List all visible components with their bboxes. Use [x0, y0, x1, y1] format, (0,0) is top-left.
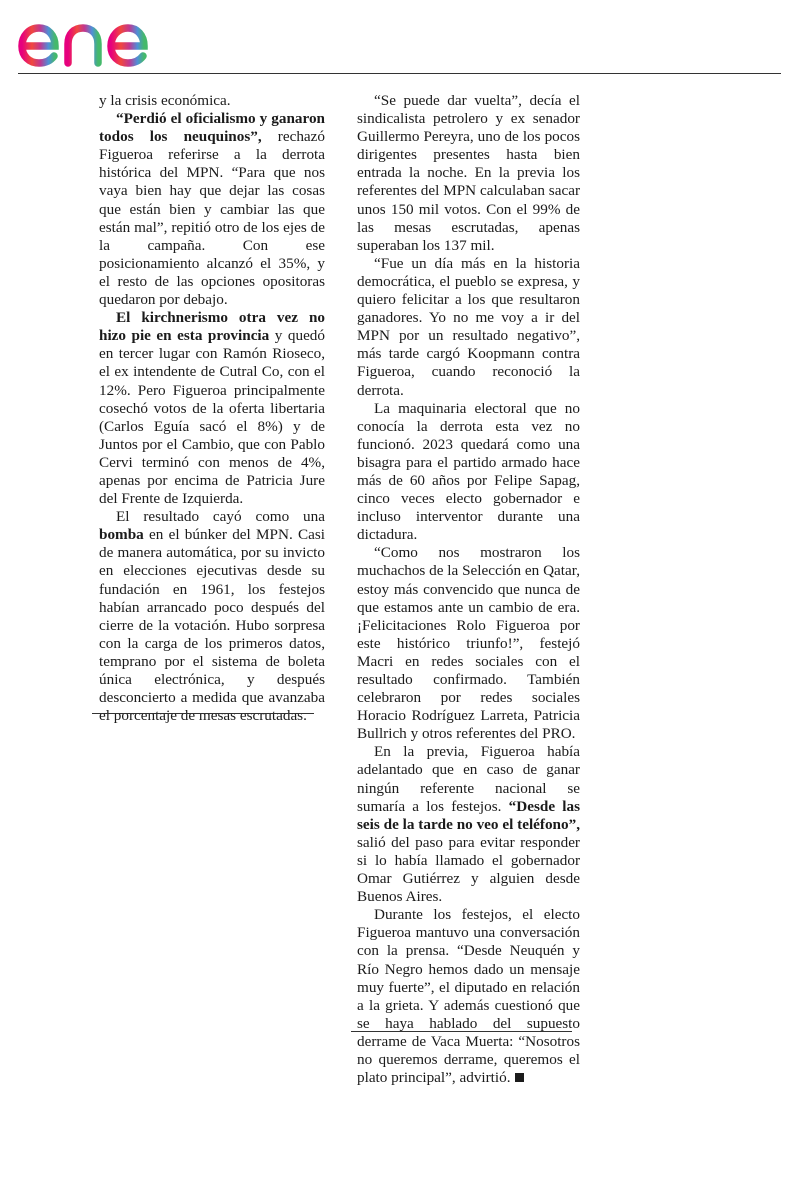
- paragraph: En la previa, Figueroa había adelantado que en caso de ganar ningún referente nacional se sumaría a los festejos. “Desde las seis de la tarde no veo el teléfono”, salió del paso para evitar responder si lo había llamado el gobernador Omar Gutiérrez y alguien desde Buenos Aires.: [357, 743, 581, 906]
- end-of-article-mark: [515, 1073, 524, 1082]
- paragraph: Durante los festejos, el electo Figueroa mantuvo una conversación con la prensa. “Desde Neuquén y Río Negro hemos dado un mensaje muy fuerte”, el diputado en relación a la grieta. Y además cuestionó que se haya hablado del supuesto derrame de Vaca Muerta: “Nosotros no queremos derrame, queremos el plato principal”, advirtió.: [357, 906, 580, 1087]
- paragraph: “Se puede dar vuelta”, decía el sindicalista petrolero y ex senador Guillermo Pereyra, uno de los pocos dirigentes presentes hasta bien entrada la noche. En la previa los referentes del MPN calculaban sacar unos 150 mil votos. Con el 99% de las mesas escrutadas, apenas superaban los 137 mil.: [357, 92, 580, 254]
- paragraph: “Perdió el oficialismo y ganaron todos los neuquinos”, rechazó Figueroa referirse a la derrota histórica del MPN. “Para que nos vaya bien hay que dejar las cosas que están bien y cambiar las que están mal”, repitió otro de los ejes de la campaña. Con ese posicionamiento alcanzó el 35%, y el resto de las opciones opositoras quedaron por debajo.: [99, 110, 325, 309]
- paragraph: El resultado cayó como una bomba en el búnker del MPN. Casi de manera automática, por su invicto en elecciones ejecutivas desde su fundación en 1961, los festejos habían arrancado poco después del cierre de la votación. Hubo sorpresa con la carga de los primeros datos, temprano por el sistema de boleta única electrónica, y después desconcierto a medida que avanzaba el porcentaje de mesas escrutadas.: [99, 508, 325, 725]
- bold-word: bomba: [99, 526, 144, 544]
- enel-logo: [16, 4, 186, 70]
- column-end-rule: [351, 1031, 572, 1032]
- paragraph: “Como nos mostraron los muchachos de la Selección en Qatar, estoy más convencido que nunca de que estamos ante un cambio de era. ¡Felicitaciones Rolo Figueroa por este histórico triunfo!”, festejó Macri en redes sociales con el resultado confirmado. También celebraron por redes sociales Horacio Rodríguez Larreta, Patricia Bullrich y otros referentes del PRO.: [357, 544, 580, 743]
- paragraph: “Fue un día más en la historia democrática, el pueblo se expresa, y quiero felicitar a los que resultaron ganadores. Yo no me voy a ir del MPN por un resultado negativo”, más tarde cargó Koopmann contra Figueroa, cuando reconoció la derrota.: [357, 254, 580, 399]
- article-column-left: [99, 92, 325, 725]
- column-end-rule: [92, 713, 314, 714]
- header-rule: [18, 73, 781, 74]
- bold-quote: “Desde las seis de la tarde no veo el teléfono”,: [357, 797, 581, 833]
- paragraph: El kirchnerismo otra vez no hizo pie en esta provincia y quedó en tercer lugar con Ramón Rioseco, el ex intendente de Cutral Co, con el 12%. Pero Figueroa principalmente cosechó votos de la oferta libertaria (Carlos Eguía sacó el 8%) y de Juntos por el Cambio, que con Pablo Cervi terminó con menos de 4%, apenas por encima de Patricia Jure del Frente de Izquierda.: [99, 309, 325, 508]
- article-column-right: [357, 92, 580, 1087]
- paragraph: La maquinaria electoral que no conocía la derrota esta vez no funcionó. 2023 quedará como una bisagra para el partido armado hace más de 60 años por Felipe Sapag, cinco veces electo gobernador e incluso interventor durante una dictadura.: [357, 399, 580, 544]
- bold-quote: “Perdió el oficialismo y ganaron todos los neuquinos”,: [99, 110, 325, 146]
- paragraph: y la crisis económica.: [99, 92, 231, 109]
- bold-lead: El kirchnerismo otra vez no hizo pie en esta provincia: [99, 309, 325, 345]
